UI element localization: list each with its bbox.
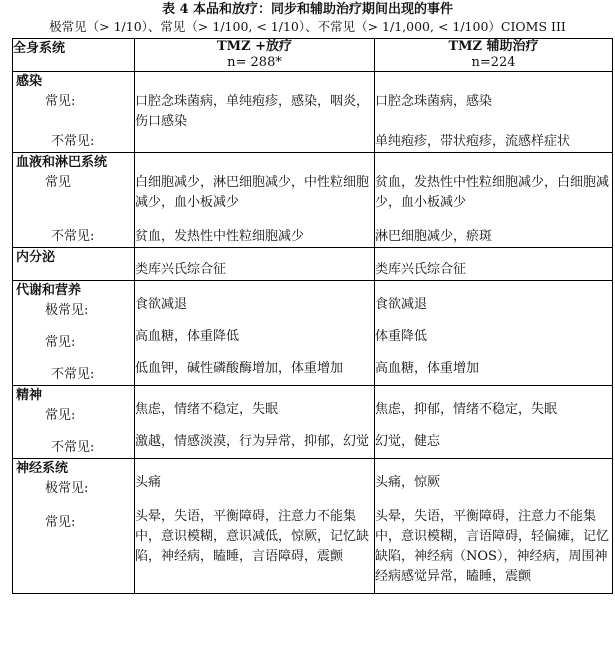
system-cell <box>13 153 135 248</box>
table-row <box>13 459 613 594</box>
col1-cell <box>135 386 375 459</box>
freq-label: 常见: <box>45 515 76 530</box>
section-title: 内分泌 <box>16 250 56 265</box>
col1-cell <box>135 72 375 153</box>
freq-label: 不常见: <box>51 440 95 455</box>
table-row <box>13 248 613 281</box>
list-item: 淋巴细胞减少，瘀斑 <box>375 229 493 244</box>
col2-cell <box>375 459 613 594</box>
list-item: 体重降低 <box>375 329 428 344</box>
list-item: 食欲减退 <box>135 297 188 312</box>
freq-label: 常见: <box>45 94 76 109</box>
freq-label: 不常见: <box>51 134 95 149</box>
col1-cell <box>135 248 375 281</box>
col1-cell <box>135 459 375 594</box>
freq-label: 极常见: <box>45 303 89 318</box>
freq-label: 不常见: <box>51 229 95 244</box>
table-row <box>13 153 613 248</box>
list-item: 单纯疱疹，带状疱疹，流感样症状 <box>375 134 571 149</box>
col2-n: n=224 <box>471 55 516 70</box>
list-item: 头痛，惊厥 <box>375 475 441 490</box>
system-cell <box>13 281 135 386</box>
table-row <box>13 386 613 459</box>
list-item: 焦虑，抑郁，情绪不稳定，失眠 <box>375 402 558 417</box>
list-item: 头痛 <box>135 475 162 490</box>
section-title: 血液和淋巴系统 <box>16 155 108 170</box>
system-cell <box>13 248 135 281</box>
list-item: 高血糖，体重降低 <box>135 329 240 344</box>
freq-label: 不常见: <box>51 367 95 382</box>
list-item: 头晕，失语，平衡障碍，注意力不能集中，意识模糊，意识减低，惊厥，记忆缺陷，神经病，瞌睡，言语障碍，震颤 <box>135 509 370 564</box>
system-cell <box>13 72 135 153</box>
table-caption: 表 4 本品和放疗：同步和辅助治疗期间出现的事件 <box>161 2 454 17</box>
tmz-adjuvant-header <box>375 39 613 72</box>
col2-cell <box>375 72 613 153</box>
freq-label: 常见: <box>45 335 76 350</box>
list-item: 食欲减退 <box>375 297 428 312</box>
list-item: 口腔念珠菌病，单纯疱疹，感染，咽炎，伤口感染 <box>135 94 370 129</box>
frequency-legend: 极常见（> 1/10）、常见（> 1/100, < 1/10）、不常见（> 1/1,000, < 1/100）CIOMS III <box>49 19 566 34</box>
tmz-radiotherapy-header <box>135 39 375 72</box>
col2-name: TMZ 辅助治疗 <box>448 39 539 54</box>
system-header: 全身系统 <box>13 39 135 72</box>
freq-label: 常见 <box>45 175 72 190</box>
section-title: 神经系统 <box>16 461 69 476</box>
list-item: 高血糖，体重增加 <box>375 361 480 376</box>
col1-cell <box>135 153 375 248</box>
list-item: 贫血，发热性中性粒细胞减少，白细胞减少，血小板减少 <box>375 175 610 210</box>
freq-label: 常见: <box>45 408 76 423</box>
list-item: 幻觉，健忘 <box>375 434 441 449</box>
table-row <box>13 281 613 386</box>
adverse-events-table <box>12 38 613 594</box>
col2-cell <box>375 386 613 459</box>
col2-cell <box>375 248 613 281</box>
freq-label: 极常见: <box>45 481 89 496</box>
list-item: 激越，情感淡漠，行为异常，抑郁，幻觉 <box>135 434 370 449</box>
col1-n: n= 288* <box>227 55 282 70</box>
section-title: 代谢和营养 <box>16 283 82 298</box>
col2-cell <box>375 281 613 386</box>
list-item: 白细胞减少，淋巴细胞减少，中性粒细胞减少，血小板减少 <box>135 175 370 210</box>
list-item: 低血钾，碱性磷酸酶增加，体重增加 <box>135 361 344 376</box>
list-item: 类库兴氏综合征 <box>135 262 227 277</box>
list-item: 头晕，失语，平衡障碍，注意力不能集中，意识模糊，言语障碍，轻偏瘫，记忆缺陷，神经病（NOS），神经病，周围神经病感觉异常，瞌睡，震颤 <box>375 509 610 584</box>
table-row <box>13 72 613 153</box>
col1-name: TMZ +放疗 <box>217 39 292 54</box>
section-title: 感染 <box>16 74 43 89</box>
list-item: 口腔念珠菌病，感染 <box>375 94 493 109</box>
col2-cell <box>375 153 613 248</box>
list-item: 类库兴氏综合征 <box>375 262 467 277</box>
col1-cell <box>135 281 375 386</box>
section-title: 精神 <box>16 388 43 403</box>
table-header-row <box>13 39 613 72</box>
list-item: 贫血，发热性中性粒细胞减少 <box>135 229 305 244</box>
system-cell <box>13 459 135 594</box>
list-item: 焦虑，情绪不稳定，失眠 <box>135 402 279 417</box>
system-cell <box>13 386 135 459</box>
